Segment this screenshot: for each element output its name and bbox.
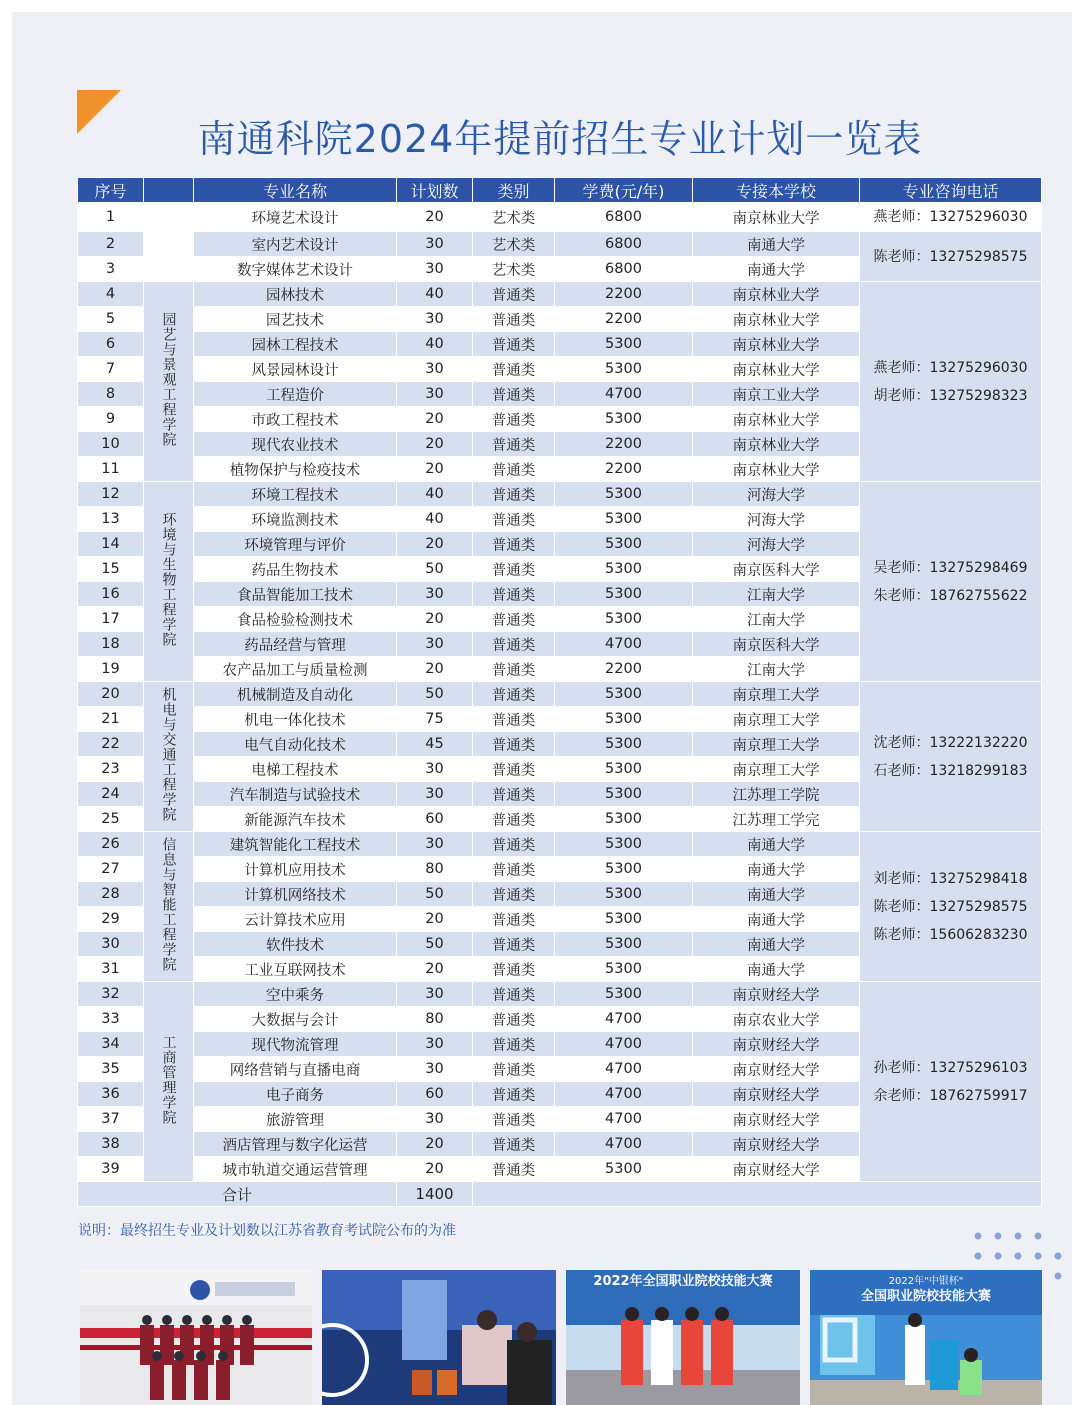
- page-title: 南通科院2024年提前招生专业计划一览表: [197, 117, 923, 161]
- transfer-university: 南通大学: [693, 882, 860, 907]
- transfer-university: 南京林业大学: [693, 332, 860, 357]
- college-name: 工商管理学院: [160, 1034, 177, 1125]
- category: 普通类: [473, 1107, 555, 1132]
- transfer-university: 南京医科大学: [693, 632, 860, 657]
- transfer-university: 南京林业大学: [693, 432, 860, 457]
- consult-phone: 朱老师：18762755622: [873, 587, 1028, 604]
- photo-caption-cup: 全国职业院校技能大赛: [860, 1289, 991, 1304]
- row-number: 7: [78, 357, 144, 382]
- major-name: 酒店管理与数字化运营: [194, 1132, 397, 1157]
- tuition-fee: 5300: [555, 882, 693, 907]
- plan-count: 20: [397, 432, 473, 457]
- consult-phone: 陈老师：15606283230: [873, 926, 1028, 943]
- tuition-fee: 5300: [555, 407, 693, 432]
- plan-count: 30: [397, 632, 473, 657]
- category: 普通类: [473, 732, 555, 757]
- plan-count: 30: [397, 982, 473, 1007]
- plan-count: 20: [397, 1132, 473, 1157]
- photo-caption-competition: 2022年全国职业院校技能大赛: [593, 1274, 773, 1289]
- category: 普通类: [473, 707, 555, 732]
- consult-phone: 陈老师：13275298575: [873, 248, 1028, 265]
- row-number: 39: [78, 1157, 144, 1182]
- consult-phone: 燕老师：13275296030: [873, 359, 1028, 376]
- major-name: 园林工程技术: [194, 332, 397, 357]
- plan-count: 40: [397, 332, 473, 357]
- major-name: 数字媒体艺术设计: [194, 257, 397, 282]
- major-name: 食品智能加工技术: [194, 582, 397, 607]
- row-number: 10: [78, 432, 144, 457]
- total-row: [78, 1182, 1042, 1207]
- table-row: [78, 682, 1042, 707]
- college-name: 机电与交通工程学院: [160, 687, 177, 822]
- photo-skills-competition: [566, 1270, 800, 1405]
- category: 普通类: [473, 1057, 555, 1082]
- category: 普通类: [473, 532, 555, 557]
- transfer-university: 南京财经大学: [693, 1157, 860, 1182]
- row-number: 18: [78, 632, 144, 657]
- category: 普通类: [473, 882, 555, 907]
- tuition-fee: 4700: [555, 1132, 693, 1157]
- row-number: 28: [78, 882, 144, 907]
- tuition-fee: 5300: [555, 482, 693, 507]
- row-number: 20: [78, 682, 144, 707]
- plan-count: 30: [397, 1032, 473, 1057]
- category: 普通类: [473, 657, 555, 682]
- category: 普通类: [473, 357, 555, 382]
- category: 普通类: [473, 407, 555, 432]
- row-number: 5: [78, 307, 144, 332]
- table-row: [78, 832, 1042, 857]
- tuition-fee: 5300: [555, 507, 693, 532]
- tuition-fee: 5300: [555, 532, 693, 557]
- transfer-university: 南京林业大学: [693, 407, 860, 432]
- header-no: 序号: [78, 178, 144, 203]
- plan-count: 45: [397, 732, 473, 757]
- consult-phone: 刘老师：13275298418: [873, 870, 1028, 887]
- consult-phone-cell: [860, 232, 1042, 282]
- tuition-fee: 5300: [555, 1157, 693, 1182]
- row-number: 11: [78, 457, 144, 482]
- major-name: 新能源汽车技术: [194, 807, 397, 832]
- plan-count: 30: [397, 357, 473, 382]
- college-cell: [144, 282, 194, 482]
- major-name: 植物保护与检疫技术: [194, 457, 397, 482]
- plan-count: 80: [397, 1007, 473, 1032]
- tuition-fee: 5300: [555, 682, 693, 707]
- category: 普通类: [473, 482, 555, 507]
- header-university: 专接本学校: [693, 178, 860, 203]
- college-cell: [144, 482, 194, 682]
- tuition-fee: 5300: [555, 582, 693, 607]
- tuition-fee: 4700: [555, 382, 693, 407]
- row-number: 17: [78, 607, 144, 632]
- tuition-fee: 5300: [555, 732, 693, 757]
- category: 普通类: [473, 1007, 555, 1032]
- transfer-university: 南京林业大学: [693, 282, 860, 307]
- transfer-university: 南通大学: [693, 232, 860, 257]
- plan-count: 60: [397, 807, 473, 832]
- tuition-fee: 5300: [555, 832, 693, 857]
- row-number: 22: [78, 732, 144, 757]
- college-cell: [144, 832, 194, 982]
- plan-count: 40: [397, 482, 473, 507]
- major-name: 计算机网络技术: [194, 882, 397, 907]
- plan-count: 60: [397, 1082, 473, 1107]
- row-number: 34: [78, 1032, 144, 1057]
- college-name: 园艺与景观工程学院: [160, 312, 177, 447]
- category: 普通类: [473, 1082, 555, 1107]
- table-row: [78, 282, 1042, 307]
- header-plan: 计划数: [397, 178, 473, 203]
- row-number: 30: [78, 932, 144, 957]
- transfer-university: 南京财经大学: [693, 982, 860, 1007]
- consult-phone-cell: [860, 832, 1042, 982]
- major-name: 农产品加工与质量检测: [194, 657, 397, 682]
- tuition-fee: 4700: [555, 1032, 693, 1057]
- row-number: 32: [78, 982, 144, 1007]
- table-row: [78, 982, 1042, 1007]
- header-phone: 专业咨询电话: [860, 178, 1042, 203]
- major-name: 风景园林设计: [194, 357, 397, 382]
- tuition-fee: 5300: [555, 607, 693, 632]
- tuition-fee: 4700: [555, 1057, 693, 1082]
- plan-count: 20: [397, 203, 473, 232]
- transfer-university: 江南大学: [693, 657, 860, 682]
- category: 普通类: [473, 432, 555, 457]
- row-number: 12: [78, 482, 144, 507]
- consult-phone: 燕老师：13275296030: [873, 209, 1028, 225]
- major-name: 计算机应用技术: [194, 857, 397, 882]
- row-number: 6: [78, 332, 144, 357]
- tuition-fee: 6800: [555, 232, 693, 257]
- category: 普通类: [473, 932, 555, 957]
- category: 普通类: [473, 1132, 555, 1157]
- tuition-fee: 2200: [555, 657, 693, 682]
- tuition-fee: 4700: [555, 1082, 693, 1107]
- header-major: 专业名称: [194, 178, 397, 203]
- category: 普通类: [473, 507, 555, 532]
- major-name: 电气自动化技术: [194, 732, 397, 757]
- row-number: 21: [78, 707, 144, 732]
- row-number: 24: [78, 782, 144, 807]
- transfer-university: 江南大学: [693, 582, 860, 607]
- category: 普通类: [473, 982, 555, 1007]
- major-name: 空中乘务: [194, 982, 397, 1007]
- transfer-university: 南京农业大学: [693, 1007, 860, 1032]
- header-fee: 学费(元/年): [555, 178, 693, 203]
- major-name: 环境监测技术: [194, 507, 397, 532]
- total-label: 合计: [78, 1182, 397, 1207]
- category: 普通类: [473, 857, 555, 882]
- row-number: 16: [78, 582, 144, 607]
- major-name: 建筑智能化工程技术: [194, 832, 397, 857]
- category: 普通类: [473, 457, 555, 482]
- category: 普通类: [473, 607, 555, 632]
- transfer-university: 南京林业大学: [693, 357, 860, 382]
- header-college: [144, 178, 194, 203]
- plan-count: 30: [397, 1057, 473, 1082]
- plan-count: 50: [397, 882, 473, 907]
- row-number: 1: [78, 203, 144, 232]
- table-header-row: [78, 178, 1042, 203]
- photo-flight-attendants: [80, 1270, 312, 1405]
- consult-phone: 沈老师：13222132220: [873, 734, 1028, 751]
- category: 普通类: [473, 757, 555, 782]
- tuition-fee: 5300: [555, 857, 693, 882]
- tuition-fee: 4700: [555, 1007, 693, 1032]
- plan-count: 30: [397, 582, 473, 607]
- major-name: 软件技术: [194, 932, 397, 957]
- row-number: 36: [78, 1082, 144, 1107]
- tuition-fee: 5300: [555, 907, 693, 932]
- transfer-university: 南通大学: [693, 957, 860, 982]
- major-name: 室内艺术设计: [194, 232, 397, 257]
- transfer-university: 南京林业大学: [693, 307, 860, 332]
- consult-phone-cell: [860, 482, 1042, 682]
- major-name: 工程造价: [194, 382, 397, 407]
- tuition-fee: 6800: [555, 257, 693, 282]
- transfer-university: 南京财经大学: [693, 1057, 860, 1082]
- tuition-fee: 5300: [555, 707, 693, 732]
- plan-count: 50: [397, 932, 473, 957]
- category: 普通类: [473, 1032, 555, 1057]
- plan-count: 50: [397, 682, 473, 707]
- transfer-university: 河海大学: [693, 532, 860, 557]
- transfer-university: 江苏理工学院: [693, 782, 860, 807]
- transfer-university: 南京理工大学: [693, 757, 860, 782]
- transfer-university: 南京林业大学: [693, 203, 860, 232]
- photo-caption-cup-top: 2022年"中银杯": [888, 1276, 964, 1287]
- transfer-university: 河海大学: [693, 507, 860, 532]
- plan-count: 30: [397, 832, 473, 857]
- category: 普通类: [473, 782, 555, 807]
- category: 普通类: [473, 807, 555, 832]
- college-name: 信息与智能工程学院: [160, 837, 177, 972]
- category: 普通类: [473, 1157, 555, 1182]
- major-name: 云计算技术应用: [194, 907, 397, 932]
- plan-count: 20: [397, 457, 473, 482]
- category: 普通类: [473, 632, 555, 657]
- total-filler: [473, 1182, 1042, 1207]
- major-name: 药品经营与管理: [194, 632, 397, 657]
- category: 艺术类: [473, 203, 555, 232]
- row-number: 27: [78, 857, 144, 882]
- tuition-fee: 5300: [555, 982, 693, 1007]
- row-number: 35: [78, 1057, 144, 1082]
- consult-phone-cell: [860, 203, 1042, 232]
- transfer-university: 南通大学: [693, 257, 860, 282]
- tuition-fee: 5300: [555, 757, 693, 782]
- total-value: 1400: [397, 1182, 473, 1207]
- consult-phone: 孙老师：13275296103: [873, 1059, 1028, 1076]
- major-name: 工业互联网技术: [194, 957, 397, 982]
- category: 普通类: [473, 907, 555, 932]
- transfer-university: 南京理工大学: [693, 682, 860, 707]
- row-number: 4: [78, 282, 144, 307]
- major-name: 园艺技术: [194, 307, 397, 332]
- plan-count: 30: [397, 382, 473, 407]
- photo-zhongyin-cup: [810, 1270, 1042, 1405]
- row-number: 14: [78, 532, 144, 557]
- major-name: 园林技术: [194, 282, 397, 307]
- tuition-fee: 5300: [555, 957, 693, 982]
- table-row: [78, 482, 1042, 507]
- transfer-university: 南京财经大学: [693, 1132, 860, 1157]
- major-name: 药品生物技术: [194, 557, 397, 582]
- row-number: 29: [78, 907, 144, 932]
- row-number: 8: [78, 382, 144, 407]
- major-name: 电梯工程技术: [194, 757, 397, 782]
- transfer-university: 江苏理工学完: [693, 807, 860, 832]
- tuition-fee: 4700: [555, 632, 693, 657]
- major-name: 汽车制造与试验技术: [194, 782, 397, 807]
- row-number: 23: [78, 757, 144, 782]
- major-name: 电子商务: [194, 1082, 397, 1107]
- consult-phone: 余老师：18762759917: [873, 1087, 1028, 1104]
- row-number: 37: [78, 1107, 144, 1132]
- major-name: 环境管理与评价: [194, 532, 397, 557]
- plan-count: 20: [397, 407, 473, 432]
- college-name: 环境与生物工程学院: [160, 512, 177, 647]
- college-cell: [144, 982, 194, 1182]
- row-number: 25: [78, 807, 144, 832]
- photo-live-streaming: [322, 1270, 556, 1405]
- plan-count: 30: [397, 782, 473, 807]
- tuition-fee: 2200: [555, 457, 693, 482]
- tuition-fee: 5300: [555, 332, 693, 357]
- category: 普通类: [473, 332, 555, 357]
- row-number: 2: [78, 232, 144, 257]
- row-number: 19: [78, 657, 144, 682]
- tuition-fee: 5300: [555, 357, 693, 382]
- consult-phone-cell: [860, 982, 1042, 1182]
- transfer-university: 南通大学: [693, 832, 860, 857]
- row-number: 13: [78, 507, 144, 532]
- row-number: 9: [78, 407, 144, 432]
- plan-count: 20: [397, 907, 473, 932]
- plan-count: 30: [397, 1107, 473, 1132]
- transfer-university: 南通大学: [693, 857, 860, 882]
- plan-count: 40: [397, 507, 473, 532]
- major-name: 现代农业技术: [194, 432, 397, 457]
- plan-count: 50: [397, 557, 473, 582]
- transfer-university: 南京医科大学: [693, 557, 860, 582]
- plan-count: 80: [397, 857, 473, 882]
- category: 艺术类: [473, 232, 555, 257]
- consult-phone: 陈老师：13275298575: [873, 898, 1028, 915]
- consult-phone: 石老师：13218299183: [873, 762, 1028, 779]
- transfer-university: 河海大学: [693, 482, 860, 507]
- transfer-university: 南通大学: [693, 907, 860, 932]
- plan-count: 20: [397, 532, 473, 557]
- table-row: [78, 232, 1042, 257]
- category: 普通类: [473, 282, 555, 307]
- tuition-fee: 6800: [555, 203, 693, 232]
- major-name: 环境艺术设计: [194, 203, 397, 232]
- consult-phone-cell: [860, 682, 1042, 832]
- consult-phone-cell: [860, 282, 1042, 482]
- tuition-fee: 2200: [555, 432, 693, 457]
- category: 普通类: [473, 557, 555, 582]
- table-row: [78, 203, 1042, 232]
- category: 普通类: [473, 382, 555, 407]
- major-name: 城市轨道交通运营管理: [194, 1157, 397, 1182]
- tuition-fee: 5300: [555, 782, 693, 807]
- college-cell-empty: [144, 203, 194, 282]
- row-number: 26: [78, 832, 144, 857]
- major-name: 市政工程技术: [194, 407, 397, 432]
- major-name: 旅游管理: [194, 1107, 397, 1132]
- major-name: 网络营销与直播电商: [194, 1057, 397, 1082]
- row-number: 33: [78, 1007, 144, 1032]
- plan-count: 30: [397, 307, 473, 332]
- plan-count: 30: [397, 232, 473, 257]
- plan-count: 75: [397, 707, 473, 732]
- tuition-fee: 5300: [555, 807, 693, 832]
- plan-count: 20: [397, 957, 473, 982]
- plan-count: 30: [397, 257, 473, 282]
- header-type: 类别: [473, 178, 555, 203]
- row-number: 38: [78, 1132, 144, 1157]
- plan-count: 40: [397, 282, 473, 307]
- major-name: 机械制造及自动化: [194, 682, 397, 707]
- enrollment-plan-table: [77, 177, 1042, 1207]
- row-number: 3: [78, 257, 144, 282]
- tuition-fee: 2200: [555, 307, 693, 332]
- consult-phone: 胡老师：13275298323: [873, 387, 1028, 404]
- tuition-fee: 2200: [555, 282, 693, 307]
- major-name: 环境工程技术: [194, 482, 397, 507]
- category: 普通类: [473, 307, 555, 332]
- transfer-university: 江南大学: [693, 607, 860, 632]
- major-name: 大数据与会计: [194, 1007, 397, 1032]
- transfer-university: 南京理工大学: [693, 707, 860, 732]
- transfer-university: 南京财经大学: [693, 1082, 860, 1107]
- transfer-university: 南京财经大学: [693, 1107, 860, 1132]
- major-name: 机电一体化技术: [194, 707, 397, 732]
- category: 艺术类: [473, 257, 555, 282]
- transfer-university: 南通大学: [693, 932, 860, 957]
- major-name: 食品检验检测技术: [194, 607, 397, 632]
- category: 普通类: [473, 832, 555, 857]
- transfer-university: 南京理工大学: [693, 732, 860, 757]
- row-number: 15: [78, 557, 144, 582]
- plan-count: 20: [397, 607, 473, 632]
- major-name: 现代物流管理: [194, 1032, 397, 1057]
- consult-phone: 吴老师：13275298469: [873, 559, 1028, 576]
- category: 普通类: [473, 582, 555, 607]
- tuition-fee: 5300: [555, 932, 693, 957]
- transfer-university: 南京林业大学: [693, 457, 860, 482]
- category: 普通类: [473, 957, 555, 982]
- transfer-university: 南京工业大学: [693, 382, 860, 407]
- plan-count: 30: [397, 757, 473, 782]
- transfer-university: 南京财经大学: [693, 1032, 860, 1057]
- tuition-fee: 4700: [555, 1107, 693, 1132]
- plan-count: 20: [397, 1157, 473, 1182]
- row-number: 31: [78, 957, 144, 982]
- category: 普通类: [473, 682, 555, 707]
- plan-count: 20: [397, 657, 473, 682]
- college-cell: [144, 682, 194, 832]
- tuition-fee: 5300: [555, 557, 693, 582]
- footnote: 说明：最终招生专业及计划数以江苏省教育考试院公布的为准: [78, 1223, 456, 1239]
